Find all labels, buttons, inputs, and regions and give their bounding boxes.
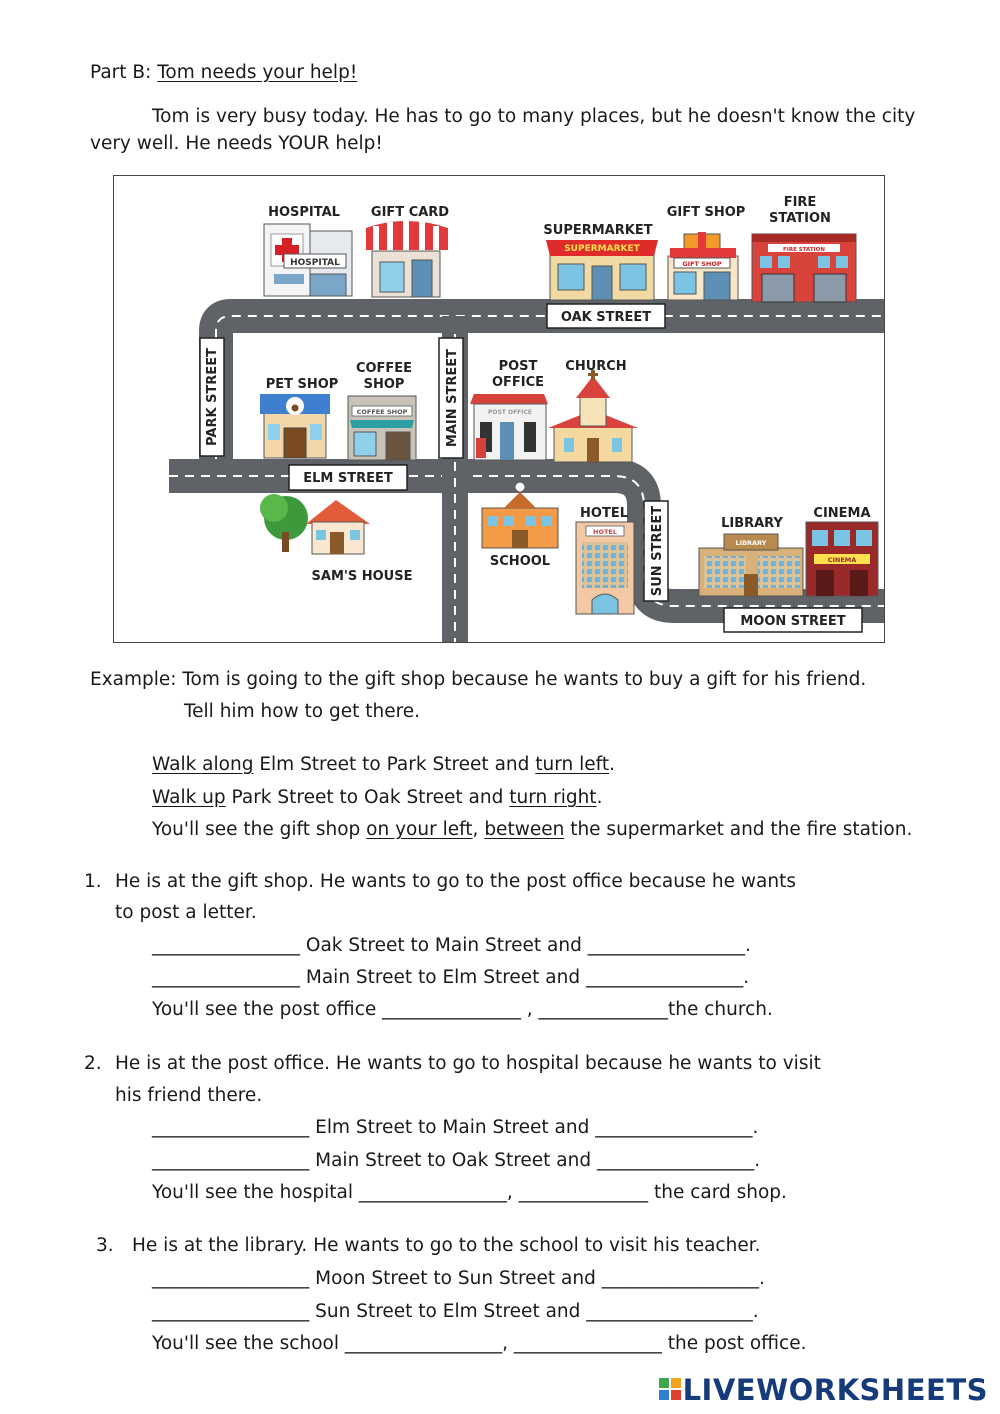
example-step-2-text: Park Street to Oak Street and (225, 787, 510, 808)
example-step-2-verb: Walk up (152, 787, 226, 808)
label-fire-station-2: STATION (769, 211, 831, 226)
intro-line-2: very well. He needs YOUR help! (90, 133, 383, 154)
part-text: Part B: (90, 62, 152, 83)
label-church: CHURCH (565, 359, 627, 374)
example-step-2 (152, 786, 602, 810)
label-supermarket: SUPERMARKET (543, 223, 653, 238)
example-step-1-end: . (609, 754, 615, 775)
example-step-3-text: You'll see the gift shop (152, 819, 367, 840)
pet-shop-building (260, 394, 330, 458)
label-hospital: HOSPITAL (268, 205, 340, 220)
question-1-number: 1. (84, 871, 102, 892)
intro-line-1: Tom is very busy today. He has to go to many places, but he doesn't know the city (152, 106, 916, 127)
example-step-3-location: on your left (366, 819, 473, 840)
city-map (113, 175, 885, 643)
question-1-line-1: He is at the gift shop. He wants to go to the post office because he wants (115, 871, 796, 892)
label-cinema: CINEMA (813, 506, 871, 521)
liveworksheets-logo-text: LIVEWORKSHEETS (682, 1373, 988, 1407)
question-1-answer-2[interactable]: ________________ Main Street to Elm Street and _________________. (152, 967, 750, 988)
question-2-line-1: He is at the post office. He wants to go to hospital because he wants to visit (115, 1053, 821, 1074)
street-sign-park-text: PARK STREET (205, 348, 220, 446)
street-sign-main-text: MAIN STREET (445, 348, 460, 448)
question-2-answer-1[interactable]: _________________ Elm Street to Main Street and _________________. (152, 1117, 759, 1138)
label-coffee-shop-1: COFFEE (355, 361, 413, 376)
coffee-shop-building (348, 396, 416, 460)
example-step-1-text: Elm Street to Park Street and (253, 754, 536, 775)
question-2-answer-3[interactable]: You'll see the hospital ________________, ______________ the card shop. (152, 1182, 787, 1203)
label-post-office-1: POST (498, 359, 538, 374)
question-3-answer-1[interactable]: _________________ Moon Street to Sun Street and _________________. (152, 1268, 765, 1289)
fire-station-building (752, 234, 856, 302)
label-pet-shop: PET SHOP (265, 377, 339, 392)
question-2-number: 2. (84, 1053, 102, 1074)
question-1-answer-1[interactable]: ________________ Oak Street to Main Street and _________________. (152, 935, 751, 956)
post-office-building (470, 394, 548, 460)
question-2-line-2: his friend there. (115, 1085, 263, 1106)
gift-shop-sign-text: GIFT SHOP (682, 260, 722, 268)
label-library: LIBRARY (721, 516, 783, 531)
question-1-answer-3[interactable]: You'll see the post office _______________ , ______________the church. (152, 999, 773, 1020)
street-sign-elm-text: ELM STREET (303, 471, 393, 486)
example-step-1-verb: Walk along (152, 754, 254, 775)
example-line-2: Tell him how to get there. (184, 701, 421, 722)
gift-card-building (366, 220, 448, 297)
example-step-3-comma: , (472, 819, 485, 840)
label-coffee-shop-2: SHOP (363, 377, 405, 392)
street-sign-oak (547, 304, 665, 328)
street-sign-oak-text: OAK STREET (560, 310, 652, 325)
part-label (90, 61, 357, 85)
question-3-answer-2[interactable]: _________________ Sun Street to Elm Street and __________________. (152, 1301, 759, 1322)
label-post-office-2: OFFICE (491, 375, 545, 390)
cinema-sign-text: CINEMA (827, 556, 857, 564)
street-sign-sun-text: SUN STREET (650, 505, 665, 597)
supermarket-building (546, 240, 658, 300)
sams-house-building (260, 494, 370, 554)
cinema-building (806, 522, 878, 596)
library-sign-text: LIBRARY (735, 539, 767, 547)
label-hotel: HOTEL (580, 506, 628, 521)
question-3-answer-3[interactable]: You'll see the school _________________, ________________ the post office. (152, 1333, 807, 1354)
example-step-2-end: . (596, 787, 603, 808)
gift-shop-building (668, 232, 738, 300)
example-step-1-turn: turn left (535, 754, 610, 775)
library-building (699, 534, 803, 596)
hospital-building (264, 224, 352, 296)
hotel-sign-text: HOTEL (593, 528, 617, 536)
example-step-3-between: between (484, 819, 565, 840)
coffee-shop-sign-text: COFFEE SHOP (356, 408, 408, 416)
question-1-line-2: to post a letter. (115, 902, 257, 923)
example-line-1: Example: Tom is going to the gift shop because he wants to buy a gift for his friend. (90, 669, 867, 690)
street-sign-elm (289, 465, 407, 490)
question-3-line-1: He is at the library. He wants to go to the school to visit his teacher. (132, 1235, 761, 1256)
liveworksheets-logo[interactable] (659, 1373, 988, 1407)
liveworksheets-logo-icon (659, 1378, 681, 1400)
fire-station-sign-text: FIRE STATION (783, 247, 825, 253)
label-school: SCHOOL (489, 554, 551, 569)
example-step-3-tail: the supermarket and the fire station. (564, 819, 913, 840)
label-gift-card: GIFT CARD (370, 205, 450, 220)
example-step-2-turn: turn right (509, 787, 597, 808)
label-sams-house: SAM'S HOUSE (311, 569, 413, 584)
street-sign-moon (724, 608, 862, 632)
hotel-building (576, 522, 634, 614)
street-sign-sun (644, 501, 668, 601)
hospital-sign-text: HOSPITAL (290, 258, 340, 268)
post-office-sign-text: POST OFFICE (487, 409, 533, 416)
example-step-3 (152, 818, 912, 842)
example-step-1 (152, 753, 615, 777)
question-3-number: 3. (96, 1235, 114, 1256)
street-sign-moon-text: MOON STREET (740, 614, 846, 629)
label-fire-station-1: FIRE (783, 195, 817, 210)
city-map-drawing (114, 176, 884, 642)
supermarket-sign-text: SUPERMARKET (564, 244, 640, 254)
church-building (548, 370, 638, 462)
street-sign-park (200, 338, 224, 456)
part-title: Tom needs your help! (157, 62, 358, 83)
question-2-answer-2[interactable]: _________________ Main Street to Oak Street and _________________. (152, 1150, 761, 1171)
label-gift-shop: GIFT SHOP (666, 205, 746, 220)
street-sign-main (439, 338, 463, 458)
